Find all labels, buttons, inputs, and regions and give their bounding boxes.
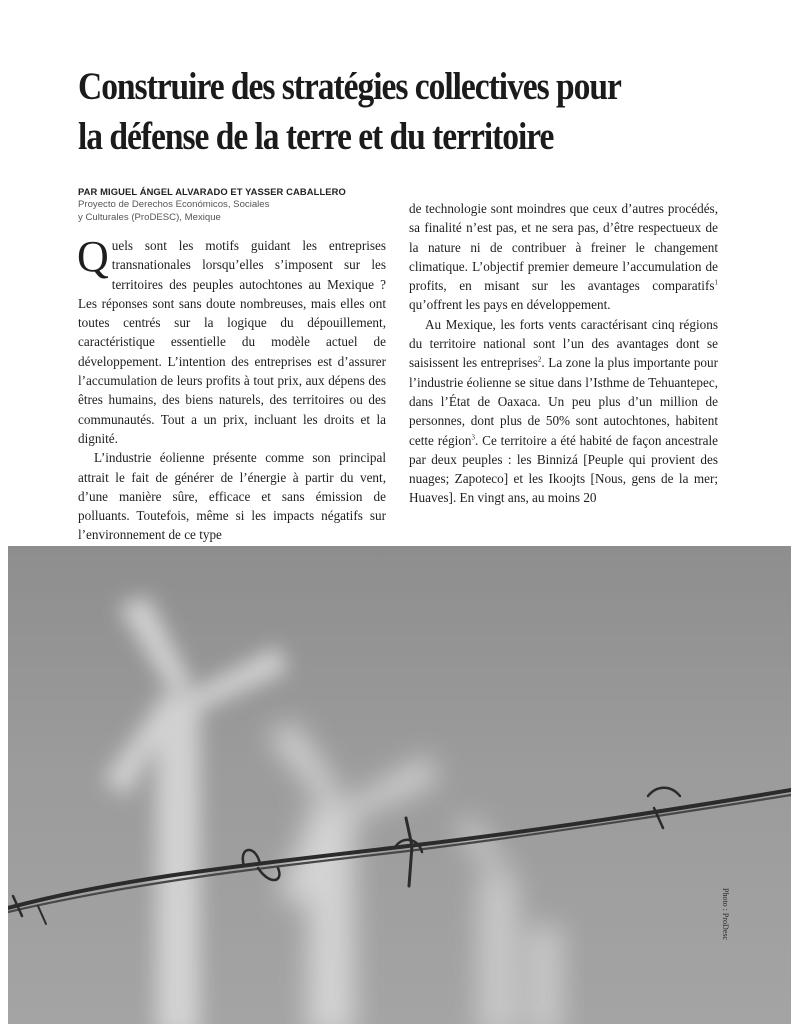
paragraph-text: . Ce territoire a été habité de façon ancestrale par deux peuples : les Binnizá [Peuple qui provient des nuages; Zapoteco] et les Ikoojts [Nous, gens de la mer; Huaves]. En vingt ans, au moins 20 bbox=[409, 432, 719, 506]
paragraph bbox=[77, 232, 386, 448]
wind-turbine-right bbox=[453, 816, 562, 1024]
footnote-ref: 3 bbox=[471, 433, 475, 442]
photo-illustration bbox=[8, 546, 791, 1024]
paragraph bbox=[409, 199, 718, 315]
paragraph: L’industrie éolienne présente comme son principal attrait le fait de générer de l’énergie à partir du vent, d’une manière sûre, efficace et sans émission de polluants. Toutefois, même si les impacts négatifs sur l’environnement de ce type bbox=[78, 450, 386, 543]
paragraph-text: qu’offrent les pays en développement. bbox=[409, 297, 611, 313]
wind-turbine-left bbox=[103, 596, 288, 1024]
footnote-ref: 2 bbox=[537, 355, 542, 364]
paragraph bbox=[409, 315, 718, 508]
paragraph-text: de technologie sont moindres que ceux d’autres procédés, sa finalité n’est pas, et ne sera pas, d’être respectueux de la nature ni de contribuer à freiner le changement climatique. L’objectif premier demeure l’accumulation de profits, en misant sur les avantages comparatifs bbox=[409, 201, 718, 294]
barbed-wire bbox=[8, 788, 791, 924]
affiliation-line-2: y Culturales (ProDESC), Mexique bbox=[78, 211, 221, 223]
photo-credit: Photo : ProDesc bbox=[721, 888, 730, 940]
wind-turbine-center bbox=[268, 721, 438, 1024]
author-byline: PAR MIGUEL ÁNGEL ALVARADO ET YASSER CABALLERO bbox=[78, 186, 346, 197]
text-column-left bbox=[77, 232, 386, 545]
paragraph-text: . La zone la plus importante pour l’industrie éolienne se situe dans l’Isthme de Tehuantepec, dans l’État de Oaxaca. Un peu plus d’un million de personnes, dont plus de 50% sont autochtones, habitent cette région bbox=[409, 355, 718, 448]
paragraph-text: uels sont les motifs guidant les entreprises transnationales lorsqu’elles s’imposent sur les territoires des peuples autochtones au Mexique ? Les réponses sont sans doute nombreuses, mais elles ont toutes centrés sur la logique du dépouillement, caractéristique essentielle du modèle actuel de développement. L’intention des entreprises est d’assurer l’accumulation de leurs profits à tout prix, aux dépens des êtres humains, des biens naturels, des territoires ou des communautés. Tout a un prix, incluant les droits et la dignité. bbox=[78, 238, 386, 446]
text-column-right bbox=[409, 199, 718, 508]
author-affiliation bbox=[78, 199, 388, 224]
drop-cap: Q bbox=[77, 232, 109, 281]
barbed-wire-wind-turbine-photo bbox=[8, 546, 791, 1024]
paragraph-text: Au Mexique, les forts vents caractérisant cinq régions du territoire national sont l’un des avantages dont se saisissent les entreprises bbox=[409, 316, 718, 371]
article-title: Construire des stratégies collectives pour la défense de la terre et du territoire bbox=[78, 65, 621, 158]
footnote-ref: 1 bbox=[714, 278, 718, 287]
affiliation-line-1: Proyecto de Derechos Económicos, Sociales bbox=[78, 199, 270, 210]
